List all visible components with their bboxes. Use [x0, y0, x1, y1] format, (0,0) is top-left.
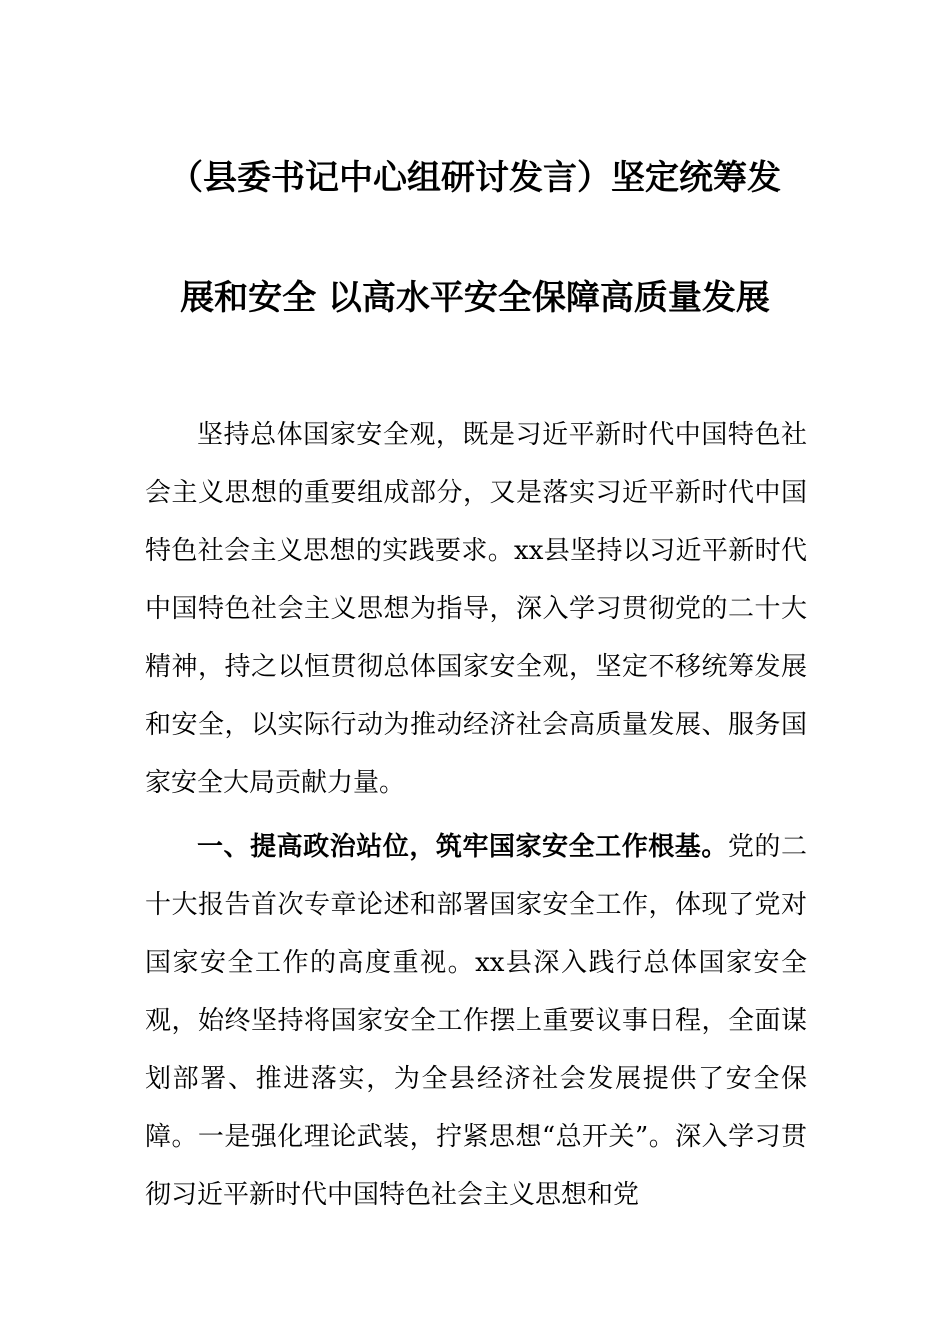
section-one-paragraph	[145, 818, 807, 1224]
section-one-text: 党的二十大报告首次专章论述和部署国家安全工作，体现了党对国家安全工作的高度重视。xx县深入践行总体国家安全观，始终坚持将国家安全工作摆上重要议事日程，全面谋划部署、推进落实，为全县经济社会发展提供了安全保障。一是强化理论武装，拧紧思想“总开关”。深入学习贯彻习近平新时代中国特色社会主义思想和党	[145, 832, 807, 1210]
section-one-heading: 一、提高政治站位，筑牢国家安全工作根基。	[197, 832, 728, 862]
intro-paragraph	[145, 406, 807, 812]
document-title-line-1: （县委书记中心组研讨发言）坚定统筹发	[169, 158, 781, 198]
document-title-line-2: 展和安全 以高水平安全保障高质量发展	[180, 278, 770, 318]
intro-paragraph-text: 坚持总体国家安全观，既是习近平新时代中国特色社会主义思想的重要组成部分，又是落实习近平新时代中国特色社会主义思想的实践要求。xx县坚持以习近平新时代中国特色社会主义思想为指导，深入学习贯彻党的二十大精神，持之以恒贯彻总体国家安全观，坚定不移统筹发展和安全，以实际行动为推动经济社会高质量发展、服务国家安全大局贡献力量。	[145, 420, 807, 798]
